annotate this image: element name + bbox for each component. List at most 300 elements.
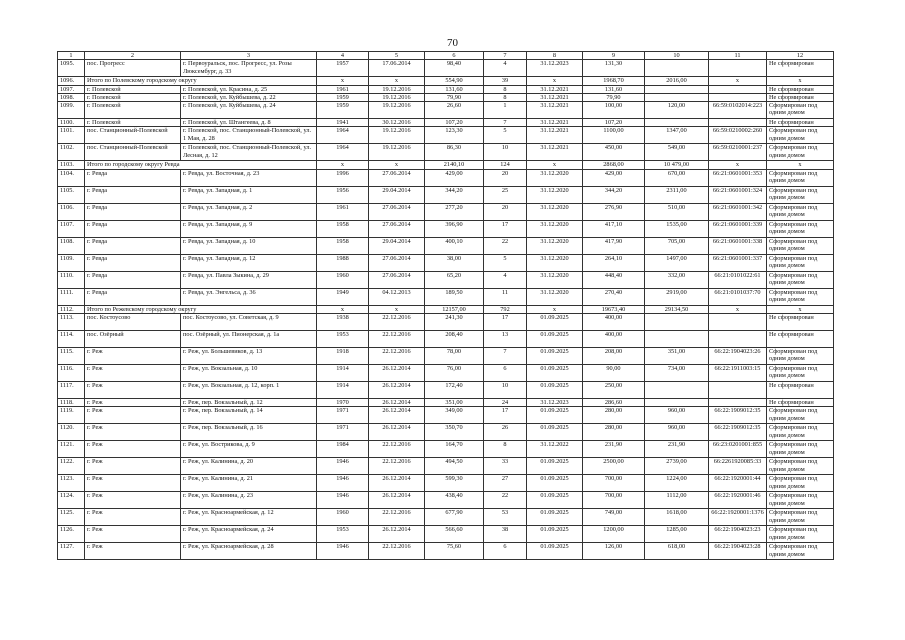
table-cell: 1968,70 [583, 77, 645, 85]
table-cell: 5 [484, 254, 527, 271]
table-cell: г. Реж, ул. Вострикова, д. 9 [181, 441, 317, 458]
table-cell: 20 [484, 169, 527, 186]
table-cell: 31.12.2020 [527, 271, 583, 288]
table-cell: 86,30 [425, 144, 484, 161]
table-row [58, 186, 834, 203]
table-cell: 189,50 [425, 288, 484, 305]
table-cell: 19.12.2016 [369, 93, 425, 101]
table-cell: Сформирован под одним домом [767, 509, 834, 526]
table-cell: 1914 [317, 365, 369, 382]
column-number: 4 [317, 52, 369, 60]
table-cell: 66:23:0201001:855 [709, 441, 767, 458]
table-cell: 39 [484, 77, 527, 85]
table-cell: 24 [484, 399, 527, 407]
table-cell: г. Ревда, ул. Восточная, д. 23 [181, 169, 317, 186]
row-number: 1118. [58, 399, 85, 407]
table-cell: Сформирован под одним домом [767, 441, 834, 458]
table-cell: 349,00 [425, 407, 484, 424]
table-cell: г. Реж, ул. Калинина, д. 20 [181, 458, 317, 475]
table-cell: 1956 [317, 186, 369, 203]
table-cell: 75,60 [425, 543, 484, 560]
table-cell: х [709, 305, 767, 313]
table-cell: Не сформирован [767, 331, 834, 348]
table-cell: 1959 [317, 102, 369, 119]
table-cell: 1946 [317, 475, 369, 492]
table-cell: 22 [484, 492, 527, 509]
table-cell: 231,90 [583, 441, 645, 458]
row-number: 1122. [58, 458, 85, 475]
table-cell: 554,90 [425, 77, 484, 85]
table-cell: 76,00 [425, 365, 484, 382]
table-cell [709, 314, 767, 331]
table-cell [709, 60, 767, 77]
housing-register-table [57, 51, 834, 560]
table-cell: г. Реж, пер. Вокзальный, д. 14 [181, 407, 317, 424]
table-cell: Сформирован под одним домом [767, 237, 834, 254]
table-cell: 66:22:1904023:28 [709, 543, 767, 560]
table-cell [709, 93, 767, 101]
table-cell: 549,00 [645, 144, 709, 161]
table-cell: 17 [484, 314, 527, 331]
table-cell: 66:21:0101022:61 [709, 271, 767, 288]
table-cell: 7 [484, 348, 527, 365]
table-cell: 792 [484, 305, 527, 313]
table-cell: г. Полевской, пос. Станционный-Полевской, ул. Лесная, д. 12 [181, 144, 317, 161]
table-row [58, 526, 834, 543]
table-cell: 2016,00 [645, 77, 709, 85]
table-cell: пос. Станционный-Полевской [85, 144, 181, 161]
table-cell: 17 [484, 220, 527, 237]
table-cell: 66:21:0601001:324 [709, 186, 767, 203]
row-number: 1119. [58, 407, 85, 424]
table-cell: 27.06.2014 [369, 254, 425, 271]
table-cell: 22.12.2016 [369, 458, 425, 475]
table-cell: 66:22:1920001:1376 [709, 509, 767, 526]
table-cell: 01.09.2025 [527, 331, 583, 348]
row-number: 1104. [58, 169, 85, 186]
table-cell: 700,00 [583, 475, 645, 492]
table-cell: 277,20 [425, 203, 484, 220]
table-cell: 26.12.2014 [369, 424, 425, 441]
table-cell: г. Реж [85, 348, 181, 365]
table-cell: 344,20 [583, 186, 645, 203]
table-cell: 126,00 [583, 543, 645, 560]
table-cell: 8 [484, 93, 527, 101]
table-cell: 26.12.2014 [369, 365, 425, 382]
table-cell: г. Полевской, ул. Куйбышева, д. 22 [181, 93, 317, 101]
table-cell: 1957 [317, 60, 369, 77]
table-cell: 8 [484, 441, 527, 458]
table-cell: 66:2261920085:33 [709, 458, 767, 475]
table-cell [709, 331, 767, 348]
table-cell: 164,70 [425, 441, 484, 458]
table-cell: 5 [484, 127, 527, 144]
table-cell: 1112,00 [645, 492, 709, 509]
table-cell: 31.12.2021 [527, 119, 583, 127]
table-cell: х [527, 161, 583, 169]
table-cell: 53 [484, 509, 527, 526]
table-cell: г. Ревда [85, 288, 181, 305]
table-cell: 66:21:0601001:338 [709, 237, 767, 254]
row-number: 1101. [58, 127, 85, 144]
table-cell: 19.12.2016 [369, 144, 425, 161]
subtotal-row [58, 161, 834, 169]
row-number: 1127. [58, 543, 85, 560]
table-cell: Сформирован под одним домом [767, 492, 834, 509]
row-number: 1115. [58, 348, 85, 365]
table-cell: 30.12.2016 [369, 119, 425, 127]
table-cell [645, 93, 709, 101]
table-cell: 66:22:1920001:44 [709, 475, 767, 492]
table-cell: 1953 [317, 526, 369, 543]
table-cell: 31.12.2022 [527, 441, 583, 458]
table-cell: г. Полевской [85, 119, 181, 127]
table-cell: г. Реж, ул. Большевиков, д. 13 [181, 348, 317, 365]
table-row [58, 407, 834, 424]
table-cell: г. Ревда [85, 203, 181, 220]
table-cell [709, 382, 767, 399]
table-cell [709, 85, 767, 93]
table-cell: Сформирован под одним домом [767, 271, 834, 288]
table-cell: Сформирован под одним домом [767, 424, 834, 441]
table-cell: пос. Озёрный, ул. Пионерская, д. 1а [181, 331, 317, 348]
table-cell: Сформирован под одним домом [767, 220, 834, 237]
table-cell: г. Реж [85, 492, 181, 509]
table-cell: г. Ревда, ул. Западная, д. 12 [181, 254, 317, 271]
table-cell: 66:59:0102014:223 [709, 102, 767, 119]
table-cell: 01.09.2025 [527, 458, 583, 475]
table-cell: 19.12.2016 [369, 102, 425, 119]
column-number: 10 [645, 52, 709, 60]
row-number: 1126. [58, 526, 85, 543]
row-number: 1123. [58, 475, 85, 492]
table-cell: 26.12.2014 [369, 382, 425, 399]
table-cell: Сформирован под одним домом [767, 127, 834, 144]
table-cell: Сформирован под одним домом [767, 348, 834, 365]
table-cell: Сформирован под одним домом [767, 144, 834, 161]
table-cell: 618,00 [645, 543, 709, 560]
row-number: 1106. [58, 203, 85, 220]
table-cell: х [369, 77, 425, 85]
table-cell [645, 314, 709, 331]
table-row [58, 169, 834, 186]
table-cell: 66:22:1909012:35 [709, 424, 767, 441]
table-cell: 670,00 [645, 169, 709, 186]
table-cell: 31.12.2020 [527, 203, 583, 220]
table-cell: 734,00 [645, 365, 709, 382]
table-cell: Сформирован под одним домом [767, 288, 834, 305]
table-cell: 124 [484, 161, 527, 169]
table-cell: 33 [484, 458, 527, 475]
column-number: 5 [369, 52, 425, 60]
table-cell: 31.12.2020 [527, 288, 583, 305]
table-cell: 01.09.2025 [527, 348, 583, 365]
table-cell: Сформирован под одним домом [767, 254, 834, 271]
table-row [58, 237, 834, 254]
table-cell: 31.12.2020 [527, 220, 583, 237]
table-cell: пос. Прогресс [85, 60, 181, 77]
table-cell: 1960 [317, 271, 369, 288]
table-cell: 494,50 [425, 458, 484, 475]
table-cell: 1497,00 [645, 254, 709, 271]
table-row [58, 203, 834, 220]
page-number: 70 [447, 37, 458, 49]
table-cell: 2311,00 [645, 186, 709, 203]
row-number: 1097. [58, 85, 85, 93]
table-cell: 66:21:0101037:70 [709, 288, 767, 305]
table-cell: 1946 [317, 543, 369, 560]
table-cell: г. Полевской [85, 102, 181, 119]
table-cell: г. Реж [85, 475, 181, 492]
table-cell: г. Реж [85, 441, 181, 458]
table-cell: х [369, 305, 425, 313]
table-cell: г. Ревда, ул. Павла Зыкина, д. 29 [181, 271, 317, 288]
table-cell: 25 [484, 186, 527, 203]
row-number: 1124. [58, 492, 85, 509]
table-cell: 510,00 [645, 203, 709, 220]
table-cell: 1941 [317, 119, 369, 127]
table-cell: Не сформирован [767, 382, 834, 399]
table-cell: 10 479,00 [645, 161, 709, 169]
table-cell: 31.12.2020 [527, 254, 583, 271]
table-cell: г. Полевской, ул. Красина, д. 25 [181, 85, 317, 93]
table-cell: 01.09.2025 [527, 509, 583, 526]
table-cell: 960,00 [645, 424, 709, 441]
table-cell: 79,90 [425, 93, 484, 101]
row-number: 1113. [58, 314, 85, 331]
row-number: 1099. [58, 102, 85, 119]
table-cell: 1970 [317, 399, 369, 407]
column-number-header-row [58, 52, 834, 60]
table-cell: 448,40 [583, 271, 645, 288]
table-cell: 1958 [317, 220, 369, 237]
table-cell: г. Реж [85, 424, 181, 441]
table-cell: г. Реж [85, 543, 181, 560]
table-cell: 20 [484, 203, 527, 220]
table-cell: 1535,00 [645, 220, 709, 237]
row-number: 1116. [58, 365, 85, 382]
row-number: 1107. [58, 220, 85, 237]
table-cell: 26.12.2014 [369, 492, 425, 509]
table-cell: 10 [484, 382, 527, 399]
row-number: 1109. [58, 254, 85, 271]
row-number: 1095. [58, 60, 85, 77]
table-cell: 700,00 [583, 492, 645, 509]
table-cell: 27.06.2014 [369, 203, 425, 220]
column-number: 9 [583, 52, 645, 60]
table-cell: х [527, 305, 583, 313]
table-cell: 1960 [317, 509, 369, 526]
table-cell: 264,10 [583, 254, 645, 271]
table-cell: г. Полевской, пос. Станционный-Полевской, ул. 1 Мая, д. 28 [181, 127, 317, 144]
table-cell: 66:21:0601001:337 [709, 254, 767, 271]
table-cell: 208,40 [425, 331, 484, 348]
table-cell: 1961 [317, 203, 369, 220]
table-cell: 29134,50 [645, 305, 709, 313]
table-cell: 8 [484, 85, 527, 93]
row-number: 1121. [58, 441, 85, 458]
table-cell: г. Реж, ул. Красноармейская, д. 28 [181, 543, 317, 560]
table-cell: 1618,00 [645, 509, 709, 526]
table-cell: 2500,00 [583, 458, 645, 475]
table-cell: 12157,00 [425, 305, 484, 313]
subtotal-row [58, 305, 834, 313]
table-cell: 270,40 [583, 288, 645, 305]
table-row [58, 399, 834, 407]
table-cell: 1961 [317, 85, 369, 93]
table-cell: 1984 [317, 441, 369, 458]
table-cell: 01.09.2025 [527, 526, 583, 543]
table-cell: Сформирован под одним домом [767, 203, 834, 220]
table-cell: х [709, 77, 767, 85]
table-cell: 01.09.2025 [527, 475, 583, 492]
table-cell: 131,60 [583, 85, 645, 93]
table-cell: 1988 [317, 254, 369, 271]
table-cell: 400,00 [583, 331, 645, 348]
subtotal-label: Итого по Режевскому городскому округу [85, 305, 317, 313]
table-cell: г. Ревда [85, 254, 181, 271]
table-cell: г. Реж, ул. Калинина, д. 21 [181, 475, 317, 492]
table-cell: 231,90 [645, 441, 709, 458]
row-number: 1103. [58, 161, 85, 169]
table-cell: 79,90 [583, 93, 645, 101]
table-cell: 344,20 [425, 186, 484, 203]
table-cell: 26.12.2014 [369, 526, 425, 543]
subtotal-label: Итого по Полевскому городскому округу [85, 77, 317, 85]
table-cell: 1 [484, 102, 527, 119]
table-cell: 350,70 [425, 424, 484, 441]
table-row [58, 365, 834, 382]
table-cell: 123,30 [425, 127, 484, 144]
table-cell: 01.09.2025 [527, 365, 583, 382]
table-cell: г. Ревда [85, 271, 181, 288]
table-cell: 31.12.2020 [527, 169, 583, 186]
table-cell: 31.12.2020 [527, 186, 583, 203]
table-cell: 38,00 [425, 254, 484, 271]
table-cell: 1347,00 [645, 127, 709, 144]
table-cell: г. Реж [85, 458, 181, 475]
table-cell: пос. Костоусово, ул. Советская, д. 9 [181, 314, 317, 331]
table-cell: 26 [484, 424, 527, 441]
table-cell: г. Реж, пер. Вокзальный, д. 12 [181, 399, 317, 407]
table-cell: 280,00 [583, 407, 645, 424]
table-row [58, 441, 834, 458]
table-cell: 1100,00 [583, 127, 645, 144]
column-number: 11 [709, 52, 767, 60]
table-cell: 120,00 [645, 102, 709, 119]
table-cell: 22 [484, 237, 527, 254]
table-cell: г. Ревда [85, 169, 181, 186]
table-cell: 01.09.2025 [527, 543, 583, 560]
table-cell: Сформирован под одним домом [767, 169, 834, 186]
table-cell: 1953 [317, 331, 369, 348]
table-row [58, 509, 834, 526]
table-cell: 65,20 [425, 271, 484, 288]
table-cell: х [317, 77, 369, 85]
table-cell: х [767, 77, 834, 85]
table-cell: 438,40 [425, 492, 484, 509]
table-cell: 31.12.2021 [527, 85, 583, 93]
row-number: 1102. [58, 144, 85, 161]
table-cell: 1964 [317, 127, 369, 144]
table-cell: 351,00 [425, 399, 484, 407]
column-number: 2 [85, 52, 181, 60]
table-row [58, 314, 834, 331]
row-number: 1100. [58, 119, 85, 127]
table-cell: г. Реж, ул. Красноармейская, д. 24 [181, 526, 317, 543]
table-cell: г. Ревда, ул. Западная, д. 9 [181, 220, 317, 237]
table-cell: 66:22:1904023:23 [709, 526, 767, 543]
table-cell: 1938 [317, 314, 369, 331]
table-cell: 1285,00 [645, 526, 709, 543]
table-cell: г. Полевской [85, 85, 181, 93]
table-cell: г. Реж, ул. Вокзальная, д. 12, корп. 1 [181, 382, 317, 399]
table-cell: г. Реж, ул. Калинина, д. 23 [181, 492, 317, 509]
table-cell: Не сформирован [767, 85, 834, 93]
table-cell: г. Реж [85, 399, 181, 407]
table-cell: г. Реж [85, 365, 181, 382]
table-cell: г. Ревда, ул. Западная, д. 1 [181, 186, 317, 203]
table-cell: 66:59:0210002:260 [709, 127, 767, 144]
table-cell: 351,00 [645, 348, 709, 365]
table-cell: 100,00 [583, 102, 645, 119]
table-cell: 208,00 [583, 348, 645, 365]
table-cell: 66:21:0601001:353 [709, 169, 767, 186]
table-cell: 1964 [317, 144, 369, 161]
table-cell: 01.09.2025 [527, 314, 583, 331]
table-cell: г. Реж [85, 382, 181, 399]
row-number: 1105. [58, 186, 85, 203]
table-cell: 29.04.2014 [369, 237, 425, 254]
table-cell: г. Ревда, ул. Западная, д. 2 [181, 203, 317, 220]
table-cell: 98,40 [425, 60, 484, 77]
table-row [58, 85, 834, 93]
table-cell: х [527, 77, 583, 85]
table-cell: 417,90 [583, 237, 645, 254]
table-cell: г. Первоуральск, пос. Прогресс, ул. Розы Люксембург, д. 33 [181, 60, 317, 77]
row-number: 1114. [58, 331, 85, 348]
table-cell: х [317, 161, 369, 169]
table-row [58, 288, 834, 305]
table-cell: Не сформирован [767, 60, 834, 77]
table-cell: г. Реж [85, 407, 181, 424]
table-cell: 429,00 [583, 169, 645, 186]
table-row [58, 119, 834, 127]
table-cell: Сформирован под одним домом [767, 543, 834, 560]
table-cell: 2140,10 [425, 161, 484, 169]
table-cell: 417,10 [583, 220, 645, 237]
table-cell: г. Ревда, ул. Энгельса, д. 36 [181, 288, 317, 305]
table-row [58, 102, 834, 119]
column-number: 12 [767, 52, 834, 60]
table-cell: г. Ревда [85, 237, 181, 254]
table-row [58, 144, 834, 161]
table-cell: 22.12.2016 [369, 331, 425, 348]
table-cell: 22.12.2016 [369, 509, 425, 526]
table-cell: 04.12.2013 [369, 288, 425, 305]
table-cell: 2868,00 [583, 161, 645, 169]
table-cell: 31.12.2020 [527, 237, 583, 254]
table-row [58, 331, 834, 348]
table-cell: 27.06.2014 [369, 169, 425, 186]
table-cell [709, 119, 767, 127]
table-cell: 01.09.2025 [527, 424, 583, 441]
table-cell: 31.12.2021 [527, 127, 583, 144]
table-cell: 17 [484, 407, 527, 424]
table-cell: 1996 [317, 169, 369, 186]
table-cell: 396,90 [425, 220, 484, 237]
table-cell: 31.12.2021 [527, 93, 583, 101]
